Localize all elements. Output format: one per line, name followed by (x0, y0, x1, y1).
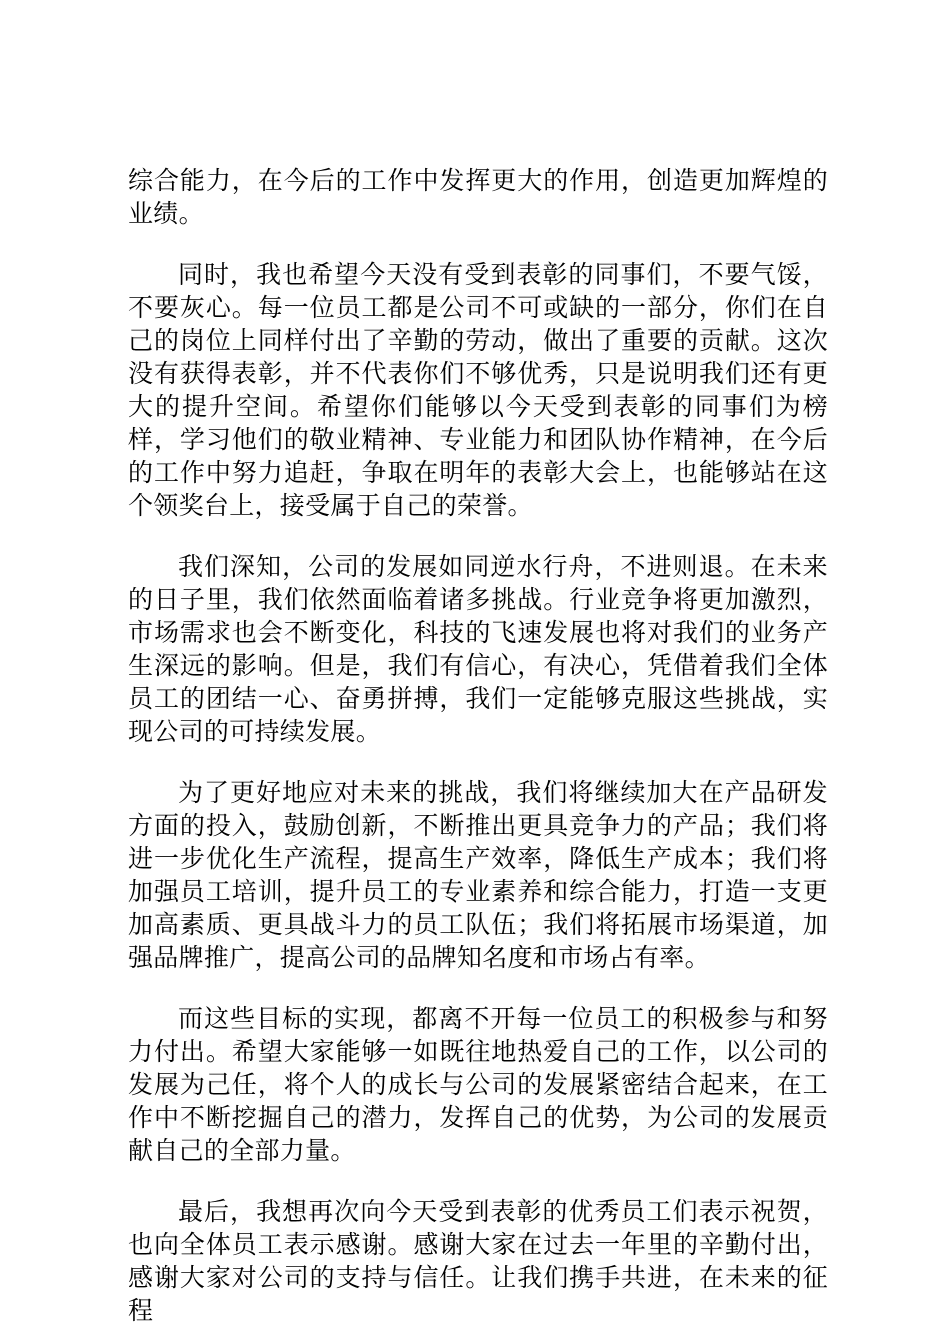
paragraph-goals: 而这些目标的实现，都离不开每一位员工的积极参与和努力付出。希望大家能够一如既往地热爱自己的工作，以公司的发展为己任，将个人的成长与公司的发展紧密结合起来，在工作中不断挖掘自己的潜力，发挥自己的优势，为公司的发展贡献自己的全部力量。 (128, 1004, 828, 1165)
paragraph-closing: 最后，我想再次向今天受到表彰的优秀员工们表示祝贺，也向全体员工表示感谢。感谢大家在过去一年里的辛勤付出，感谢大家对公司的支持与信任。让我们携手共进，在未来的征程 (128, 1197, 828, 1325)
paragraph-strategy: 为了更好地应对未来的挑战，我们将继续加大在产品研发方面的投入，鼓励创新，不断推出更具竞争力的产品；我们将进一步优化生产流程，提高生产效率，降低生产成本；我们将加强员工培训，提升员工的专业素养和综合能力，打造一支更加高素质、更具战斗力的员工队伍；我们将拓展市场渠道，加强品牌推广，提高公司的品牌知名度和市场占有率。 (128, 778, 828, 972)
paragraph-continuation: 综合能力，在今后的工作中发挥更大的作用，创造更加辉煌的业绩。 (128, 166, 828, 228)
document-page (128, 164, 828, 1327)
paragraph-challenges: 我们深知，公司的发展如同逆水行舟，不进则退。在未来的日子里，我们依然面临着诸多挑战。行业竞争将更加激烈，市场需求也会不断变化，科技的飞速发展也将对我们的业务产生深远的影响。但是，我们有信心，有决心，凭借着我们全体员工的团结一心、奋勇拼搏，我们一定能够克服这些挑战，实现公司的可持续发展。 (128, 552, 828, 746)
paragraph-encouragement: 同时，我也希望今天没有受到表彰的同事们，不要气馁，不要灰心。每一位员工都是公司不可或缺的一部分，你们在自己的岗位上同样付出了辛勤的劳动，做出了重要的贡献。这次没有获得表彰，并不代表你们不够优秀，只是说明我们还有更大的提升空间。希望你们能够以今天受到表彰的同事们为榜样，学习他们的敬业精神、专业能力和团队协作精神，在今后的工作中努力追赶，争取在明年的表彰大会上，也能够站在这个领奖台上，接受属于自己的荣誉。 (128, 260, 828, 520)
